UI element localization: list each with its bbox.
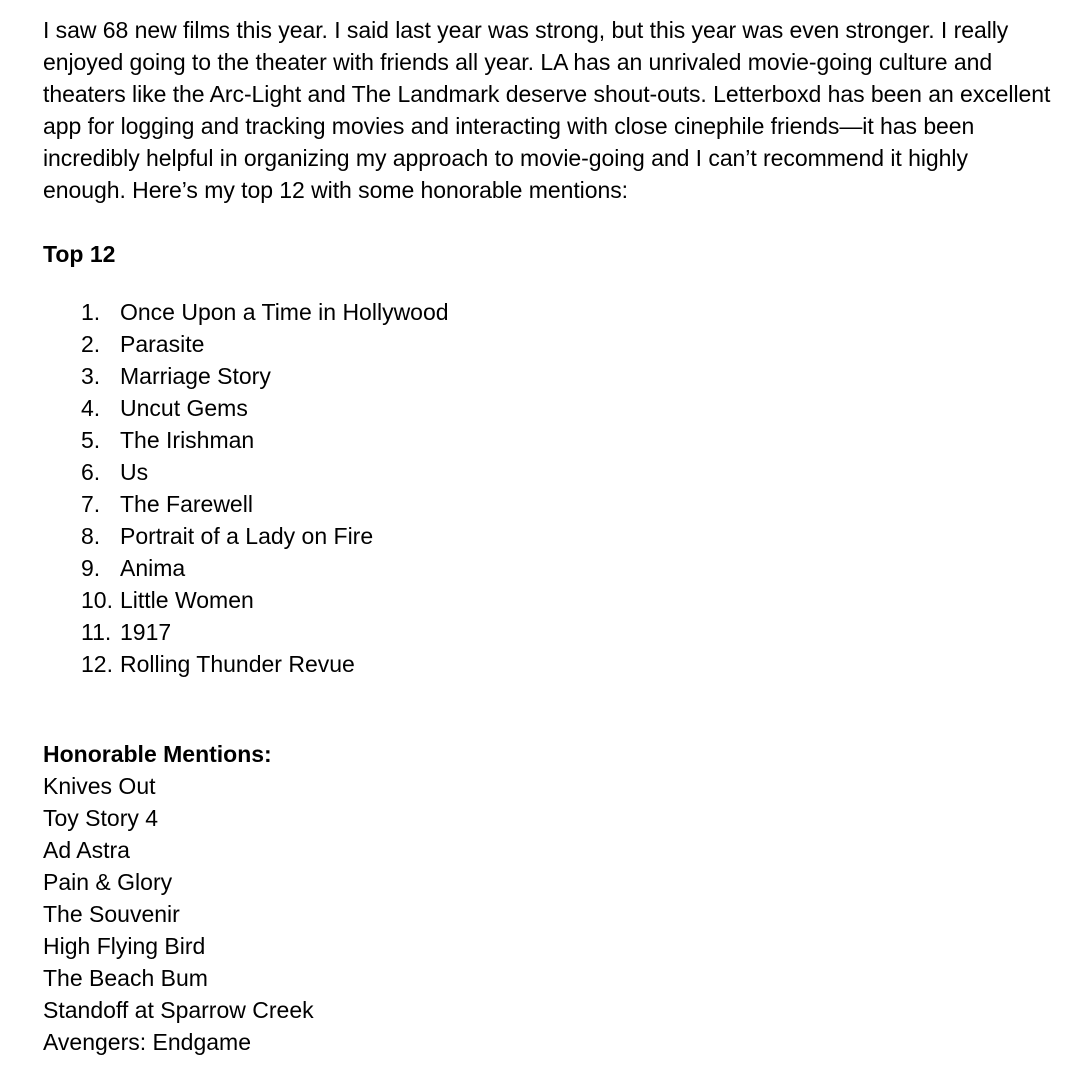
- list-item: Toy Story 4: [43, 805, 159, 831]
- list-item: [43, 584, 1053, 616]
- top-12-heading: Top 12: [43, 241, 116, 267]
- film-title: Us: [120, 459, 149, 485]
- document-body: [43, 14, 1053, 1058]
- list-item: [43, 552, 1053, 584]
- film-title: Marriage Story: [120, 363, 271, 389]
- list-item-number: 1.: [81, 299, 101, 325]
- list-item-number: 6.: [81, 459, 101, 485]
- list-item: High Flying Bird: [43, 933, 206, 959]
- list-item: [43, 392, 1053, 424]
- list-item: [43, 328, 1053, 360]
- film-title: Rolling Thunder Revue: [120, 651, 355, 677]
- list-item-number: 2.: [81, 331, 101, 357]
- list-item: Knives Out: [43, 773, 156, 799]
- intro-paragraph: I saw 68 new films this year. I said last year was strong, but this year was even stronger. I really enjoyed going to the theater with friends all year. LA has an unrivaled movie-going culture and theaters like the Arc-Light and The Landmark deserve shout-outs. Letterboxd has been an excellent app for logging and tracking movies and interacting with close cinephile friends—it has been incredibly helpful in organizing my approach to movie-going and I can’t recommend it highly enough. Here’s my top 12 with some honorable mentions:: [43, 17, 1051, 203]
- list-item: [43, 648, 1053, 680]
- film-title: Parasite: [120, 331, 205, 357]
- honorable-mentions-list: [43, 770, 1053, 1058]
- list-item: [43, 488, 1053, 520]
- film-title: The Farewell: [120, 491, 253, 517]
- list-item-number: 5.: [81, 427, 101, 453]
- list-item: [43, 360, 1053, 392]
- list-item-number: 7.: [81, 491, 101, 517]
- list-item: [43, 424, 1053, 456]
- film-title: Uncut Gems: [120, 395, 248, 421]
- film-title: Portrait of a Lady on Fire: [120, 523, 374, 549]
- list-item-number: 9.: [81, 555, 101, 581]
- list-item: [43, 520, 1053, 552]
- list-item-number: 4.: [81, 395, 101, 421]
- top-12-list: [43, 296, 1053, 680]
- film-title: Once Upon a Time in Hollywood: [120, 299, 449, 325]
- list-item-number: 8.: [81, 523, 101, 549]
- list-item: Pain & Glory: [43, 869, 173, 895]
- list-item: [43, 616, 1053, 648]
- list-item: The Beach Bum: [43, 965, 208, 991]
- list-item: [43, 296, 1053, 328]
- list-item: Ad Astra: [43, 837, 130, 863]
- list-item-number: 11.: [81, 619, 112, 645]
- film-title: 1917: [120, 619, 172, 645]
- list-item-number: 10.: [81, 587, 113, 613]
- film-title: Anima: [120, 555, 186, 581]
- list-item-number: 12.: [81, 651, 113, 677]
- list-item: Avengers: Endgame: [43, 1029, 251, 1055]
- honorable-mentions-heading: Honorable Mentions:: [43, 741, 272, 767]
- list-item: [43, 456, 1053, 488]
- list-item: Standoff at Sparrow Creek: [43, 997, 314, 1023]
- film-title: The Irishman: [120, 427, 255, 453]
- film-title: Little Women: [120, 587, 254, 613]
- list-item-number: 3.: [81, 363, 101, 389]
- list-item: The Souvenir: [43, 901, 180, 927]
